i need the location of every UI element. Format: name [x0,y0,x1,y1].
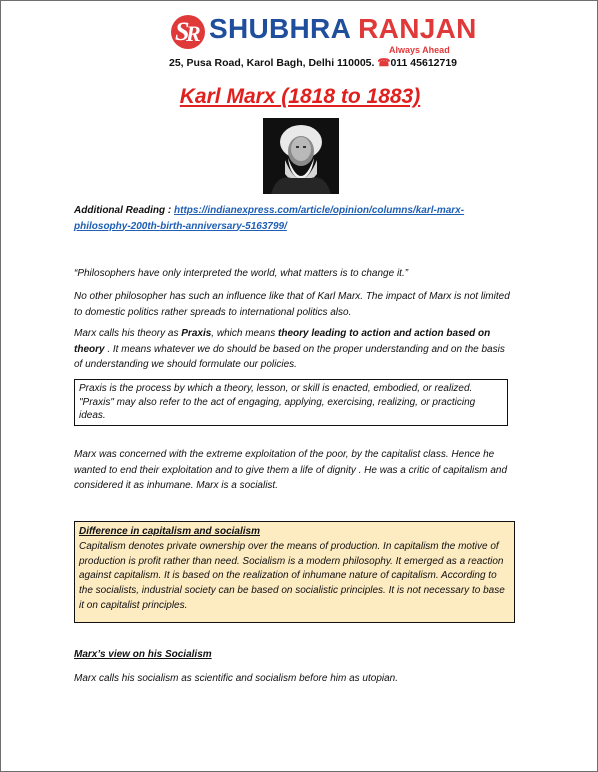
paragraph-scientific-socialism: Marx calls his socialism as scientific and socialism before him as utopian. [74,673,399,684]
section-subheading: Marx’s view on his Socialism [74,649,212,660]
paragraph-exploitation: Marx was concerned with the extreme exploitation of the poor, by the capitalist class. Hence he wanted to end their exploitation and to give them a life of dignity . He was a critic of capitalism and considered it as inhumane. Marx is a socialist. [74,449,508,491]
box-text: Capitalism denotes private ownership over the means of production. In capitalism the motive of production is profit rather than need. Socialism is a modern philosophy. It emerged as a reaction against capitalism. It is based on the realization of inhumane nature of capitalism. According to the socialists, industrial society can be based on socialistic principles. It is not necessary to base it on capitalist principles. [79,540,505,611]
praxis-definition: theory leading to action and action based on theory [74,328,491,355]
praxis-text-2: , which means [211,328,278,339]
praxis-text-3: . It means whatever we do should be based on the proper understanding and on the basis of understanding we should formulate our policies. [74,343,505,370]
brand-word-ranjan: RANJAN [358,13,477,44]
praxis-term: Praxis [181,328,212,339]
address-text: 25, Pusa Road, Karol Bagh, Delhi 110005. [169,57,375,69]
brand-name [209,13,477,45]
brand-word-shubhra: SHUBHRA [209,13,351,44]
box-heading: Difference in capitalism and socialism [79,526,260,537]
capitalism-socialism-box [74,521,515,623]
phone-icon: ☎ [377,57,391,69]
additional-reading-link[interactable]: https://indianexpress.com/article/opinion/columns/karl-marx-philosophy-200th-birth-anniversary-5163799/ [74,205,465,232]
address-line [169,57,457,69]
phone-number: 011 45612719 [390,57,458,69]
brand-tagline: Always Ahead [389,45,450,55]
paragraph-influence: No other philosopher has such an influence like that of Karl Marx. The impact of Marx is not limited to domestic politics rather spreads to international politics also. [74,291,510,318]
paragraph-praxis [74,326,514,373]
page-title: Karl Marx (1818 to 1883) [179,85,421,108]
praxis-definition-box: Praxis is the process by which a theory, lesson, or skill is enacted, embodied, or realized. "Praxis" may also refer to the act of engaging, applying, exercising, realizing, or practicing ideas. [74,379,508,426]
additional-reading-label: Additional Reading : [74,205,172,216]
additional-reading [74,203,514,234]
karl-marx-portrait [263,118,339,194]
marx-quote: “Philosophers have only interpreted the world, what matters is to change it.” [74,268,409,279]
praxis-text-1: Marx calls his theory as [74,328,182,339]
brand-logo-icon: S R [171,15,205,49]
